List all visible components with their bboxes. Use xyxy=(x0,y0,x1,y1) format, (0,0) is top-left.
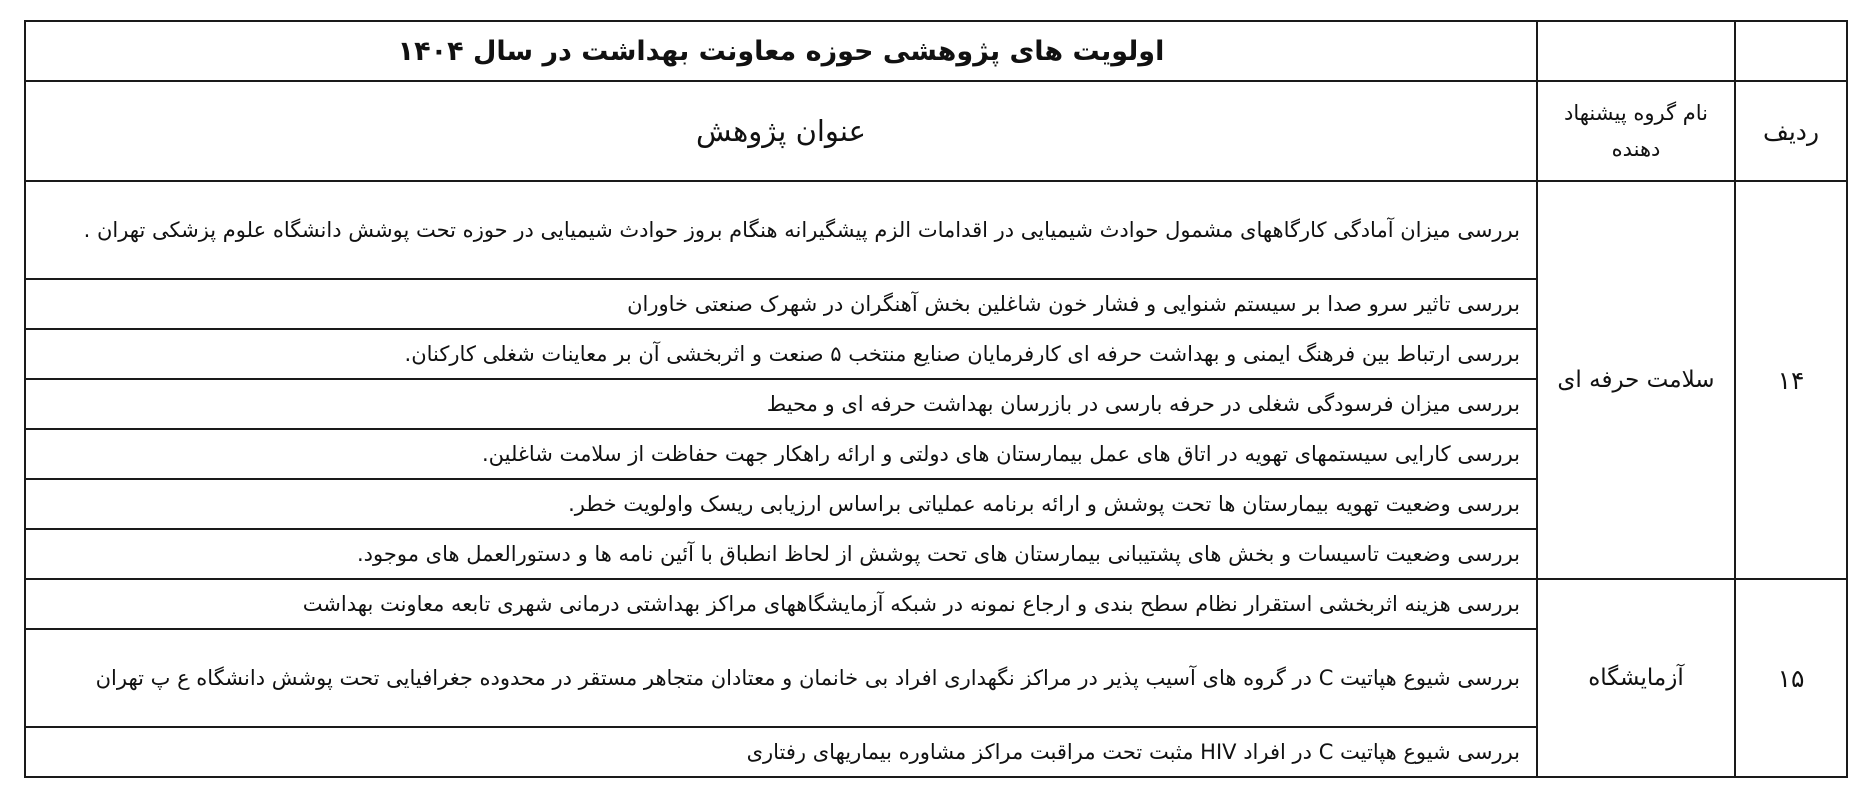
research-topic-cell: بررسی ارتباط بین فرهنگ ایمنی و بهداشت حرفه ای کارفرمایان صنایع منتخب ۵ صنعت و اثربخشی آن بر معاینات شغلی کارکنان. xyxy=(25,329,1537,379)
header-row-number: ردیف xyxy=(1735,81,1847,181)
group-name-cell: سلامت حرفه ای xyxy=(1537,181,1735,579)
header-row xyxy=(25,81,1847,181)
table-row xyxy=(25,181,1847,279)
research-topic-cell: بررسی هزینه اثربخشی استقرار نظام سطح بندی و ارجاع نمونه در شبکه آزمایشگاههای مراکز بهداشتی درمانی شهری تابعه معاونت بهداشت xyxy=(25,579,1537,629)
row-number-cell: ۱۵ xyxy=(1735,579,1847,777)
research-topic-cell: بررسی میزان آمادگی کارگاههای مشمول حوادث شیمیایی در اقدامات الزم پیشگیرانه هنگام بروز حوادث شیمیایی در حوزه تحت پوشش دانشگاه علوم پزشکی تهران . xyxy=(25,181,1537,279)
header-research-title: عنوان پژوهش xyxy=(25,81,1537,181)
research-topic-cell: بررسی تاثیر سرو صدا بر سیستم شنوایی و فشار خون شاغلین بخش آهنگران در شهرک صنعتی خاوران xyxy=(25,279,1537,329)
research-topic-cell: بررسی کارایی سیستمهای تهویه در اتاق های عمل بیمارستان های دولتی و ارائه راهکار جهت حفاظت از سلامت شاغلین. xyxy=(25,429,1537,479)
research-topic-cell: بررسی وضعیت تاسیسات و بخش های پشتیبانی بیمارستان های تحت پوشش از لحاظ انطباق با آئین نامه ها و دستورالعمل های موجود. xyxy=(25,529,1537,579)
research-topic-cell: بررسی شیوع هپاتیت C در گروه های آسیب پذیر در مراکز نگهداری افراد بی خانمان و معتادان متجاهر مستقر در محدوده جغرافیایی تحت پوشش دانشگاه ع پ تهران xyxy=(25,629,1537,727)
title-row xyxy=(25,21,1847,81)
title-blank-row-cell xyxy=(1735,21,1847,81)
table-title: اولویت های پژوهشی حوزه معاونت بهداشت در سال ۱۴۰۴ xyxy=(25,21,1537,81)
table-row xyxy=(25,579,1847,629)
header-group-name: نام گروه پیشنهاد دهنده xyxy=(1537,81,1735,181)
research-topic-cell: بررسی میزان فرسودگی شغلی در حرفه بارسی در بازرسان بهداشت حرفه ای و محیط xyxy=(25,379,1537,429)
research-priorities-table xyxy=(24,20,1848,778)
row-number-cell: ۱۴ xyxy=(1735,181,1847,579)
group-name-cell: آزمایشگاه xyxy=(1537,579,1735,777)
research-topic-cell: بررسی وضعیت تهویه بیمارستان ها تحت پوشش و ارائه برنامه عملیاتی براساس ارزیابی ریسک واولویت خطر. xyxy=(25,479,1537,529)
research-topic-cell: بررسی شیوع هپاتیت C در افراد HIV مثبت تحت مراقبت مراکز مشاوره بیماریهای رفتاری xyxy=(25,727,1537,777)
title-blank-group-cell xyxy=(1537,21,1735,81)
